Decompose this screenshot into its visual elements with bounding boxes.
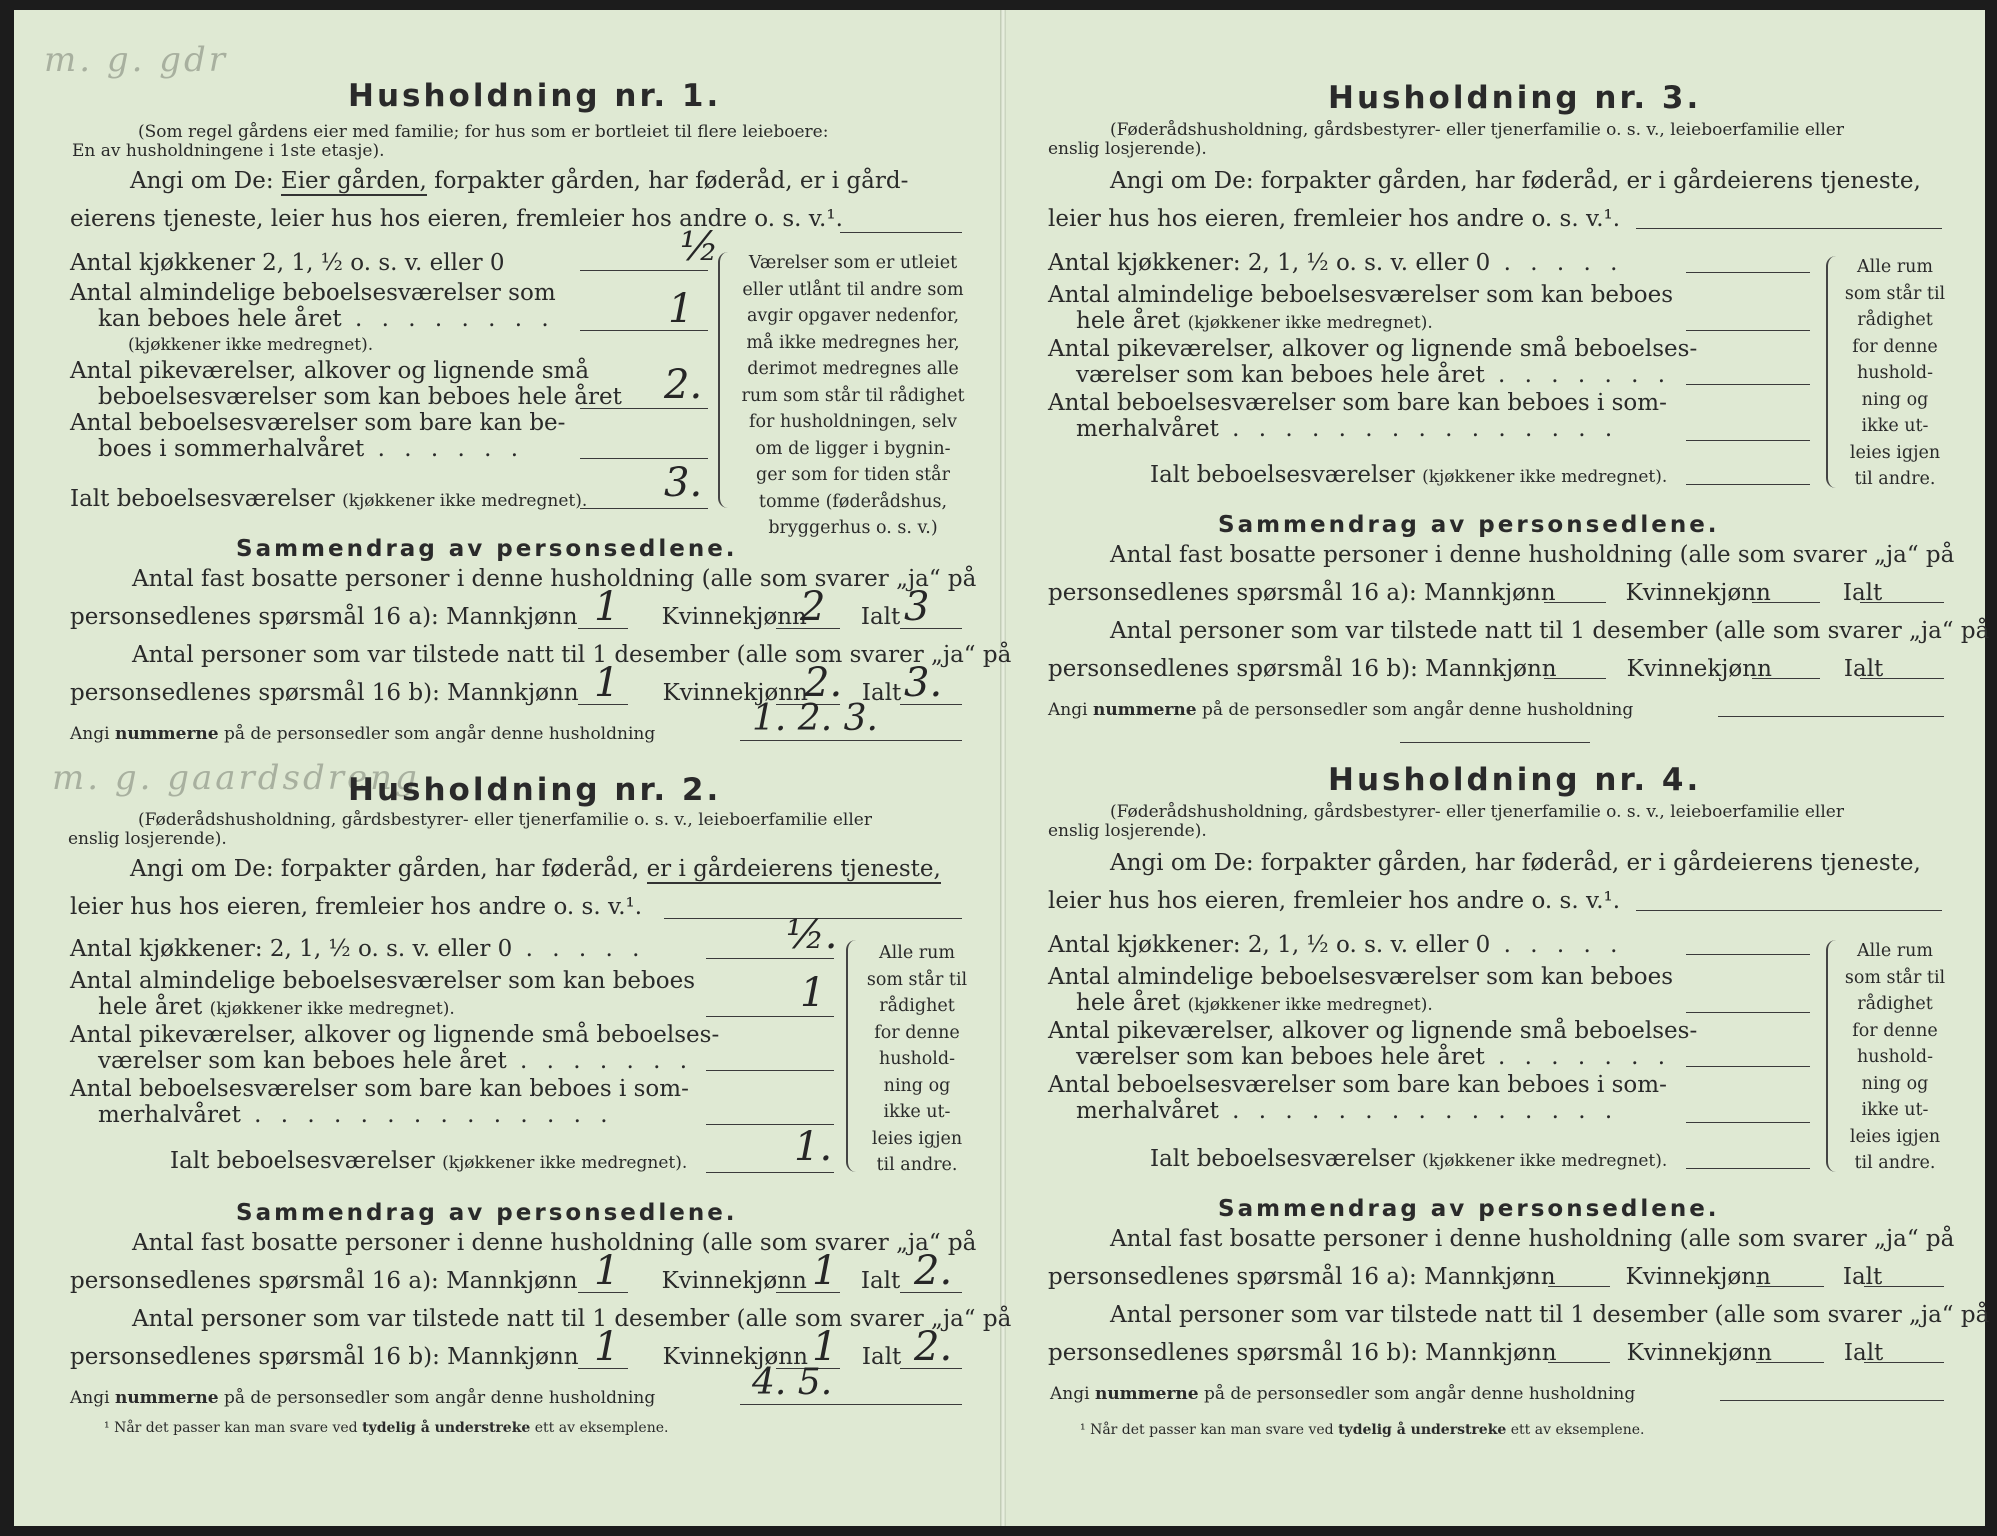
h4-row-pike-b: værelser som kan beboes hele året . . . . . . .: [1076, 1044, 1672, 1070]
h1-row-alm-b: kan beboes hele året . . . . . . . .: [98, 306, 555, 332]
h3-row-pike-a: Antal pikeværelser, alkover og lignende små beboelses-: [1048, 336, 1698, 362]
h2-intro-2: enslig losjerende).: [68, 829, 227, 849]
h4-row-sommer-a: Antal beboelsesværelser som bare kan beboes i som-: [1048, 1072, 1667, 1098]
h3-intro-2: enslig losjerende).: [1048, 139, 1207, 159]
h1-s-a1: Antal fast bosatte personer i denne husholdning (alle som svarer „ja“ på: [132, 566, 977, 592]
h2-s-b2: personsedlenes spørsmål 16 b): Mannkjønn Kvinnekjønn Ialt: [70, 1344, 902, 1370]
h4-angi-num: Angi nummerne på de personsedler som angår denne husholdning: [1050, 1384, 1636, 1404]
h4-row-pike-a: Antal pikeværelser, alkover og lignende små beboelses-: [1048, 1018, 1698, 1044]
h2-side-note: Alle rum som står til rådighet for denne hushold- ning og ikke ut- leies igjen til andre.: [866, 943, 968, 1175]
h2-hw-alm: 1: [800, 970, 826, 1016]
h1-hw-a-kvinne: 2: [800, 584, 826, 630]
h4-ialt: Ialt beboelsesværelser (kjøkkener ikke medregnet).: [1150, 1146, 1668, 1172]
h1-hw-pike: 2.: [664, 362, 703, 408]
h1-angi-num: Angi nummerne på de personsedler som angår denne husholdning: [70, 724, 656, 744]
h2-row-alm-b: hele året (kjøkkener ikke medregnet).: [98, 994, 455, 1020]
h2-s-b1: Antal personer som var tilstede natt til 1 desember (alle som svarer „ja“ på: [132, 1306, 1012, 1332]
h4-row-kjokken: Antal kjøkkener: 2, 1, ½ o. s. v. eller 0 . . . . .: [1048, 932, 1624, 958]
h1-row-sommer-b: boes i sommerhalvåret . . . . . .: [98, 436, 525, 462]
h3-row-sommer-b: merhalvåret . . . . . . . . . . . . . . .: [1076, 416, 1619, 442]
h2-hw-ialt: 1.: [794, 1124, 833, 1170]
h1-hw-b-ialt: 3.: [904, 660, 943, 706]
h1-hw-ialt: 3.: [664, 460, 703, 506]
h2-hw-nums: 4. 5.: [752, 1362, 833, 1403]
h1-s-b1: Antal personer som var tilstede natt til 1 desember (alle som svarer „ja“ på: [132, 642, 1012, 668]
h3-row-alm-a: Antal almindelige beboelsesværelser som kan beboes: [1048, 282, 1674, 308]
h1-hw-a-ialt: 3: [904, 584, 930, 630]
h3-intro-1: (Føderådshusholdning, gårdsbestyrer- eller tjenerfamilie o. s. v., leieboerfamilie eller: [1110, 120, 1844, 140]
h4-sammendrag: Sammendrag av personsedlene.: [1218, 1196, 1720, 1222]
h2-sammendrag: Sammendrag av personsedlene.: [236, 1200, 738, 1226]
h2-hw-b-kvinne: 1: [812, 1324, 838, 1370]
h4-angi-2: leier hus hos eieren, fremleier hos andre o. s. v.¹.: [1048, 888, 1621, 914]
h1-title: Husholdning nr. 1.: [348, 78, 722, 114]
h4-intro-2: enslig losjerende).: [1048, 821, 1207, 841]
h1-ialt: Ialt beboelsesværelser (kjøkkener ikke medregnet).: [70, 486, 588, 512]
h1-hw-nums: 1. 2. 3.: [752, 698, 878, 739]
h2-s-a2: personsedlenes spørsmål 16 a): Mannkjønn Kvinnekjønn Ialt: [70, 1268, 901, 1294]
h1-row-sommer-a: Antal beboelsesværelser som bare kan be-: [70, 410, 566, 436]
h2-row-pike-b: værelser som kan beboes hele året . . . . . . .: [98, 1048, 694, 1074]
page-fold: [1000, 10, 1006, 1526]
h3-row-pike-b: værelser som kan beboes hele året . . . . . . .: [1076, 362, 1672, 388]
h2-hw-kjokken: ½.: [786, 912, 838, 958]
h2-hw-b-mann: 1: [594, 1324, 620, 1370]
h4-row-alm-b: hele året (kjøkkener ikke medregnet).: [1076, 990, 1433, 1016]
h2-ialt: Ialt beboelsesværelser (kjøkkener ikke medregnet).: [170, 1148, 688, 1174]
h1-intro-1: (Som regel gårdens eier med familie; for hus som er bortleiet til flere leieboere:: [138, 122, 829, 142]
h4-brace: [1826, 940, 1840, 1172]
right-footnote: ¹ Når det passer kan man svare ved tydelig å understreke ett av eksemplene.: [1080, 1422, 1645, 1438]
h1-side-note: Værelser som er utleiet eller utlånt til andre som avgir opgaver nedenfor, må ikke medregnes her, derimot medregnes alle rum som står til rådighet for husholdningen, selv om de ligger i bygnin- ger som for tiden står tomme (føderådshus, bryggerhus o. s. v.): [741, 253, 965, 538]
h2-brace: [846, 940, 860, 1172]
h1-angi: Angi om De: Eier gården, forpakter gården, har føderåd, er i gård-: [130, 168, 909, 194]
h3-row-kjokken: Antal kjøkkener: 2, 1, ½ o. s. v. eller 0 . . . . .: [1048, 250, 1624, 276]
h3-title: Husholdning nr. 3.: [1328, 80, 1702, 116]
h4-side-note: Alle rum som står til rådighet for denne hushold- ning og ikke ut- leies igjen til andre.: [1844, 941, 1946, 1173]
h3-row-sommer-a: Antal beboelsesværelser som bare kan beboes i som-: [1048, 390, 1667, 416]
h2-row-sommer-b: merhalvåret . . . . . . . . . . . . . .: [98, 1102, 614, 1128]
h2-intro-1: (Føderådshusholdning, gårdsbestyrer- eller tjenerfamilie o. s. v., leieboerfamilie eller: [138, 810, 872, 830]
h1-hw-kjokken: ½: [680, 224, 719, 270]
h2-hw-b-ialt: 2.: [914, 1324, 953, 1370]
pencil-note-middle: m. g. gaardsdreng: [52, 758, 420, 798]
h2-row-alm-a: Antal almindelige beboelsesværelser som kan beboes: [70, 968, 696, 994]
h4-s-a1: Antal fast bosatte personer i denne husholdning (alle som svarer „ja“ på: [1110, 1226, 1955, 1252]
h1-angi-line2: eierens tjeneste, leier hus hos eieren, fremleier hos andre o. s. v.¹.: [70, 206, 843, 232]
h3-brace: [1826, 256, 1840, 488]
h2-hw-a-ialt: 2.: [914, 1248, 953, 1294]
h1-s-b2: personsedlenes spørsmål 16 b): Mannkjønn Kvinnekjønn Ialt: [70, 680, 902, 706]
h1-hw-b-kvinne: 2.: [804, 660, 843, 706]
h2-angi-underlined: er i gårdeierens tjeneste,: [646, 856, 941, 882]
h1-brace: [718, 252, 732, 508]
h4-row-alm-a: Antal almindelige beboelsesværelser som kan beboes: [1048, 964, 1674, 990]
h4-row-sommer-b: merhalvåret . . . . . . . . . . . . . . .: [1076, 1098, 1619, 1124]
h3-angi-num: Angi nummerne på de personsedler som angår denne husholdning: [1048, 700, 1634, 720]
h1-row-alm-c: (kjøkkener ikke medregnet).: [128, 335, 374, 355]
left-footnote: ¹ Når det passer kan man svare ved tydelig å understreke ett av eksemplene.: [104, 1420, 669, 1436]
h4-s-a2: personsedlenes spørsmål 16 a): Mannkjønn Kvinnekjønn Ialt: [1048, 1264, 1883, 1290]
h1-row-pike-b: beboelsesværelser som kan beboes hele året: [98, 384, 622, 410]
h1-sammendrag: Sammendrag av personsedlene.: [236, 536, 738, 562]
h2-title: Husholdning nr. 2.: [348, 772, 722, 808]
h4-s-b2: personsedlenes spørsmål 16 b): Mannkjønn Kvinnekjønn Ialt: [1048, 1340, 1884, 1366]
h2-hw-a-mann: 1: [594, 1248, 620, 1294]
h1-intro-2: En av husholdningene i 1ste etasje).: [72, 141, 385, 161]
h2-s-a1: Antal fast bosatte personer i denne husholdning (alle som svarer „ja“ på: [132, 1230, 977, 1256]
h2-hw-a-kvinne: 1: [812, 1248, 838, 1294]
divider: [1400, 742, 1590, 743]
h4-title: Husholdning nr. 4.: [1328, 762, 1702, 798]
h3-sammendrag: Sammendrag av personsedlene.: [1218, 512, 1720, 538]
h3-side-note: Alle rum som står til rådighet for denne hushold- ning og ikke ut- leies igjen til andre.: [1844, 257, 1946, 489]
h3-row-alm-b: hele året (kjøkkener ikke medregnet).: [1076, 308, 1433, 334]
h3-ialt: Ialt beboelsesværelser (kjøkkener ikke medregnet).: [1150, 462, 1668, 488]
h1-hw-a-mann: 1: [594, 584, 620, 630]
h3-angi-2: leier hus hos eieren, fremleier hos andre o. s. v.¹.: [1048, 206, 1621, 232]
h1-hw-b-mann: 1: [594, 660, 620, 706]
h2-row-sommer-a: Antal beboelsesværelser som bare kan beboes i som-: [70, 1076, 689, 1102]
h2-angi-1: Angi om De: forpakter gården, har føderåd, er i gårdeierens tjeneste,: [130, 856, 941, 882]
h4-intro-1: (Føderådshusholdning, gårdsbestyrer- eller tjenerfamilie o. s. v., leieboerfamilie eller: [1110, 802, 1844, 822]
h1-angi-eier: Eier gården,: [280, 168, 427, 194]
h2-row-pike-a: Antal pikeværelser, alkover og lignende små beboelses-: [70, 1022, 720, 1048]
h1-row-kjokken: Antal kjøkkener 2, 1, ½ o. s. v. eller 0: [70, 250, 505, 276]
h1-row-pike-a: Antal pikeværelser, alkover og lignende små: [70, 358, 590, 384]
h2-angi-num: Angi nummerne på de personsedler som angår denne husholdning: [70, 1388, 656, 1408]
h4-angi-1: Angi om De: forpakter gården, har føderåd, er i gårdeierens tjeneste,: [1110, 850, 1921, 876]
h3-s-a2: personsedlenes spørsmål 16 a): Mannkjønn Kvinnekjønn Ialt: [1048, 580, 1883, 606]
h3-angi-1: Angi om De: forpakter gården, har føderåd, er i gårdeierens tjeneste,: [1110, 168, 1921, 194]
h3-s-a1: Antal fast bosatte personer i denne husholdning (alle som svarer „ja“ på: [1110, 542, 1955, 568]
h1-row-alm-a: Antal almindelige beboelsesværelser som: [70, 280, 556, 306]
h1-s-a2: personsedlenes spørsmål 16 a): Mannkjønn Kvinnekjønn Ialt: [70, 604, 901, 630]
h2-row-kjokken: Antal kjøkkener: 2, 1, ½ o. s. v. eller 0 . . . . .: [70, 936, 646, 962]
h4-s-b1: Antal personer som var tilstede natt til 1 desember (alle som svarer „ja“ på: [1110, 1302, 1990, 1328]
h3-s-b2: personsedlenes spørsmål 16 b): Mannkjønn Kvinnekjønn Ialt: [1048, 656, 1884, 682]
pencil-note-top: m. g. gdr: [44, 40, 229, 80]
h3-s-b1: Antal personer som var tilstede natt til 1 desember (alle som svarer „ja“ på: [1110, 618, 1990, 644]
h1-hw-alm: 1: [668, 286, 694, 332]
h2-angi-2: leier hus hos eieren, fremleier hos andre o. s. v.¹.: [70, 894, 643, 920]
